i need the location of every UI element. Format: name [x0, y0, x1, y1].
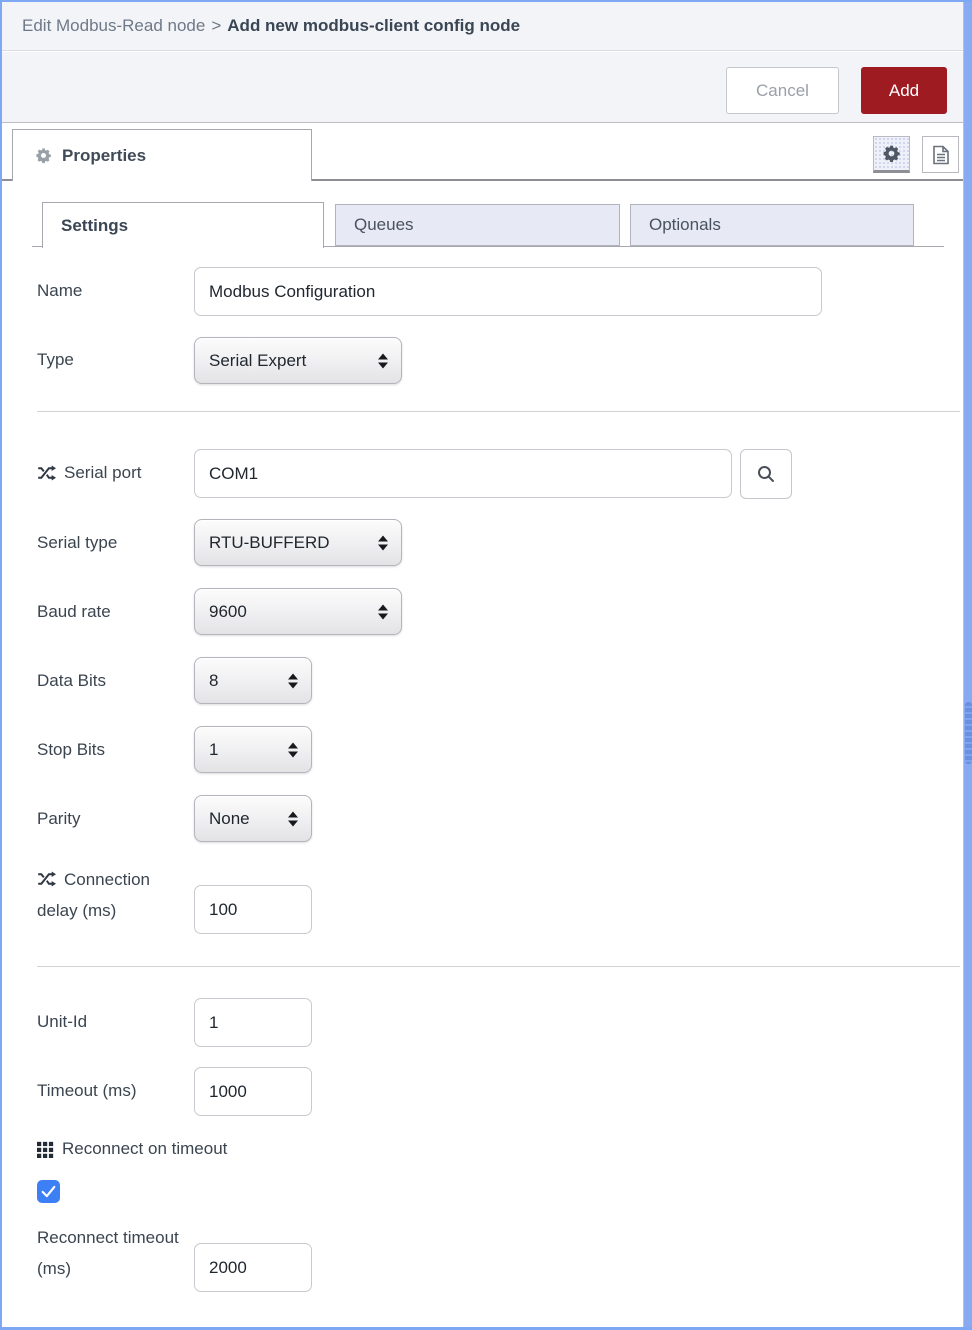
- tab-properties[interactable]: [12, 129, 312, 181]
- reconnect-timeout-label: Reconnect timeout (ms): [37, 1228, 179, 1278]
- parity-select[interactable]: [194, 795, 312, 842]
- timeout-label: Timeout (ms): [37, 1081, 137, 1100]
- reconnect-on-timeout-label: Reconnect on timeout: [62, 1139, 228, 1158]
- shuffle-icon: [37, 465, 56, 481]
- gear-icon: [882, 144, 901, 163]
- section-divider: [37, 411, 960, 412]
- dialog-button-bar: [2, 52, 963, 123]
- reconnect-on-timeout-checkbox[interactable]: [37, 1180, 60, 1203]
- name-input[interactable]: [194, 267, 822, 316]
- section-divider: [37, 966, 960, 967]
- select-arrows-icon: [378, 535, 388, 550]
- connection-delay-label-row: [37, 864, 189, 926]
- tab-settings[interactable]: Settings: [42, 202, 324, 248]
- data-bits-select-value: 8: [209, 670, 219, 690]
- serial-type-label: Serial type: [37, 533, 118, 552]
- stop-bits-select[interactable]: [194, 726, 312, 773]
- edit-properties-button[interactable]: [873, 136, 910, 173]
- scrollbar-thumb[interactable]: [965, 702, 972, 764]
- dialog-header: [2, 2, 963, 51]
- document-icon: [932, 145, 950, 165]
- serial-port-input[interactable]: [194, 449, 732, 498]
- description-button[interactable]: [922, 136, 959, 173]
- reconnect-timeout-input[interactable]: [194, 1243, 312, 1292]
- data-bits-select[interactable]: [194, 657, 312, 704]
- breadcrumb-parent: Edit Modbus-Read node: [22, 16, 206, 35]
- breadcrumb: [22, 16, 520, 36]
- stop-bits-label: Stop Bits: [37, 740, 106, 759]
- add-button[interactable]: Add: [861, 67, 947, 114]
- unit-id-input[interactable]: [194, 998, 312, 1047]
- serial-type-select-value: RTU-BUFFERD: [209, 532, 330, 552]
- type-label: Type: [37, 350, 74, 369]
- checkmark-icon: [41, 1185, 56, 1198]
- select-arrows-icon: [288, 673, 298, 688]
- select-arrows-icon: [288, 742, 298, 757]
- breadcrumb-separator: >: [211, 16, 222, 35]
- tab-optionals[interactable]: Optionals: [630, 204, 914, 246]
- connection-delay-label: Connection delay (ms): [37, 870, 151, 920]
- baud-rate-select[interactable]: [194, 588, 402, 635]
- gear-icon: [35, 147, 52, 164]
- name-label: Name: [37, 281, 83, 300]
- type-select[interactable]: [194, 337, 402, 384]
- serial-port-search-button[interactable]: [740, 449, 792, 499]
- data-bits-label: Data Bits: [37, 671, 106, 690]
- cancel-button[interactable]: Cancel: [726, 67, 839, 114]
- select-arrows-icon: [288, 811, 298, 826]
- baud-rate-select-value: 9600: [209, 601, 247, 621]
- stop-bits-select-value: 1: [209, 739, 219, 759]
- shuffle-icon: [37, 871, 56, 887]
- type-select-value: Serial Expert: [209, 350, 307, 370]
- scrollbar-track[interactable]: [963, 2, 972, 1329]
- grid-icon: [37, 1141, 54, 1158]
- serial-type-select[interactable]: [194, 519, 402, 566]
- select-arrows-icon: [378, 604, 388, 619]
- serial-port-label-row: [37, 463, 141, 483]
- properties-tab-label: Properties: [62, 145, 147, 165]
- parity-label: Parity: [37, 809, 81, 828]
- select-arrows-icon: [378, 353, 388, 368]
- parity-select-value: None: [209, 808, 250, 828]
- serial-port-label: Serial port: [64, 463, 142, 482]
- connection-delay-input[interactable]: [194, 885, 312, 934]
- baud-rate-label: Baud rate: [37, 602, 111, 621]
- search-icon: [756, 464, 776, 484]
- timeout-input[interactable]: [194, 1067, 312, 1116]
- unit-id-label: Unit-Id: [37, 1012, 88, 1031]
- tab-queues[interactable]: Queues: [335, 204, 620, 246]
- reconnect-on-timeout-label-row: [37, 1139, 227, 1159]
- breadcrumb-current: Add new modbus-client config node: [227, 16, 521, 35]
